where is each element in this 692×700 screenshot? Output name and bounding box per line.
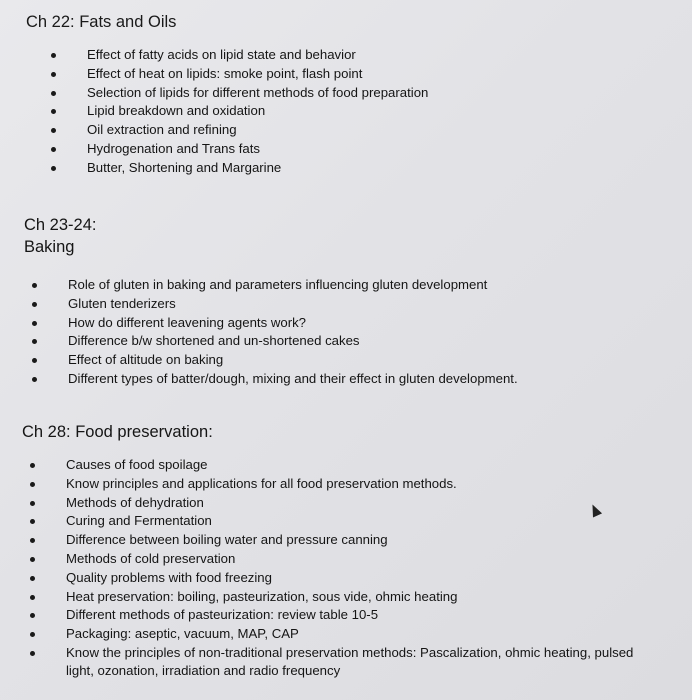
section-heading-food-preservation: Ch 28: Food preservation: [22,423,213,441]
bullet-icon [30,501,35,506]
list-item: Curing and Fermentation [53,512,633,531]
bullet-icon [30,538,35,543]
bullet-icon [51,166,56,171]
list-item: Hydrogenation and Trans fats [74,140,428,159]
bullet-icon [51,147,56,152]
bullet-icon [32,302,37,307]
bullet-icon [51,109,56,114]
list-item: Gluten tenderizers [55,295,518,314]
bullet-icon [32,339,37,344]
section-heading-baking-line2: Baking [24,238,75,256]
bullet-icon [51,128,56,133]
food-preservation-list [53,456,633,681]
baking-list [55,276,518,389]
list-item: Methods of cold preservation [53,550,633,569]
section-heading-fats-oils: Ch 22: Fats and Oils [26,13,177,31]
list-item: Know principles and applications for all food preservation methods. [53,475,633,494]
section-heading-baking-line1: Ch 23-24: [24,216,97,234]
list-item-continuation: light, ozonation, irradiation and radio frequency [66,662,341,678]
list-item: Butter, Shortening and Margarine [74,159,428,178]
bullet-icon [30,482,35,487]
bullet-icon [30,557,35,562]
list-item: Effect of fatty acids on lipid state and behavior [74,46,428,65]
list-item: Heat preservation: boiling, pasteurization, sous vide, ohmic heating [53,588,633,607]
list-item: Difference between boiling water and pressure canning [53,531,633,550]
bullet-icon [30,613,35,618]
list-item: Oil extraction and refining [74,121,428,140]
list-item: Role of gluten in baking and parameters influencing gluten development [55,276,518,295]
bullet-icon [51,53,56,58]
bullet-icon [30,519,35,524]
list-item: How do different leavening agents work? [55,314,518,333]
bullet-icon [30,595,35,600]
bullet-icon [30,651,35,656]
list-item: Difference b/w shortened and un-shortened cakes [55,332,518,351]
bullet-icon [30,463,35,468]
list-item: Different types of batter/dough, mixing and their effect in gluten development. [55,370,518,389]
bullet-icon [32,283,37,288]
bullet-icon [30,632,35,637]
list-item: Effect of heat on lipids: smoke point, flash point [74,65,428,84]
list-item: Packaging: aseptic, vacuum, MAP, CAP [53,625,633,644]
list-item: Selection of lipids for different methods of food preparation [74,84,428,103]
bullet-icon [51,91,56,96]
list-item: Know the principles of non-traditional preservation methods: Pascalization, ohmic heating, pulsed [53,644,633,663]
list-item: Effect of altitude on baking [55,351,518,370]
list-item: Causes of food spoilage [53,456,633,475]
bullet-icon [51,72,56,77]
bullet-icon [32,377,37,382]
list-item: Methods of dehydration [53,494,633,513]
list-item: Different methods of pasteurization: review table 10-5 [53,606,633,625]
list-item: Lipid breakdown and oxidation [74,102,428,121]
list-item: Quality problems with food freezing [53,569,633,588]
fats-oils-list [74,46,428,178]
bullet-icon [32,358,37,363]
bullet-icon [32,321,37,326]
bullet-icon [30,576,35,581]
